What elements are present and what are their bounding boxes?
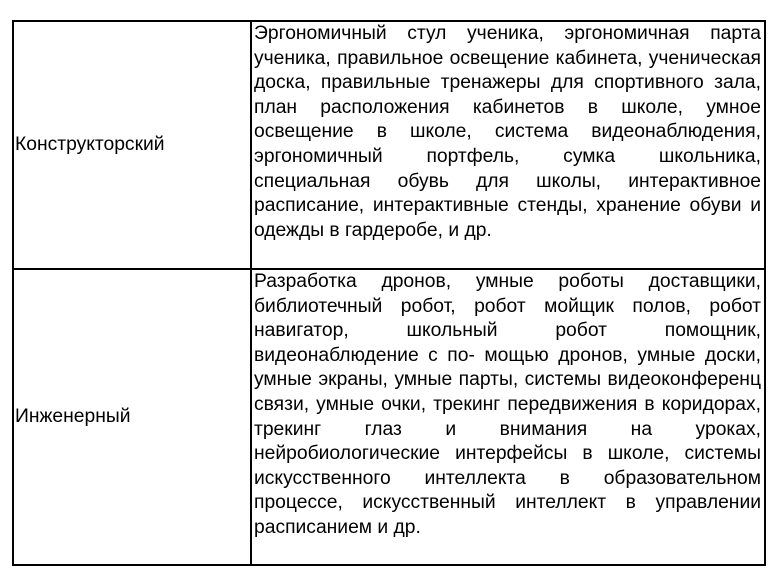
description-cell: [251, 269, 765, 565]
table-row: [13, 21, 765, 269]
description-cell: [251, 21, 765, 269]
direction-name: Конструкторский: [15, 133, 165, 155]
description-text: Эргономичный стул ученика, эргономичная парта ученика, правильное освещение кабинета, ученическая доска, правильные тренажеры для спортивного зала, план расположения кабинетов в школе, умное освещение в школе, система видеонаблюдения, эргономичный портфель, сумка школьника, специальная обувь для школы, интерактивное расписание, интерактивные стенды, хранение обуви и одежды в гардеробе, и др.: [254, 23, 761, 241]
direction-name: Инженерный: [15, 405, 131, 427]
direction-cell: [13, 269, 251, 565]
description-text: Разработка дронов, умные роботы доставщики, библиотечный робот, робот мойщик полов, робот навигатор, школьный робот помощник, видеонаблюдение с по- мощью дронов, умные доски, умные экраны, умные парты, системы видеоконференц связи, умные очки, трекинг передвижения в коридорах, трекинг глаз и внимания на уроках, нейробиологические интерфейсы в школе, системы искусственного интеллекта в образовательном процессе, искусственный интеллект в управлении расписанием и др.: [254, 271, 761, 538]
direction-cell: [13, 21, 251, 269]
directions-table: [12, 20, 766, 566]
table-row: [13, 269, 765, 565]
